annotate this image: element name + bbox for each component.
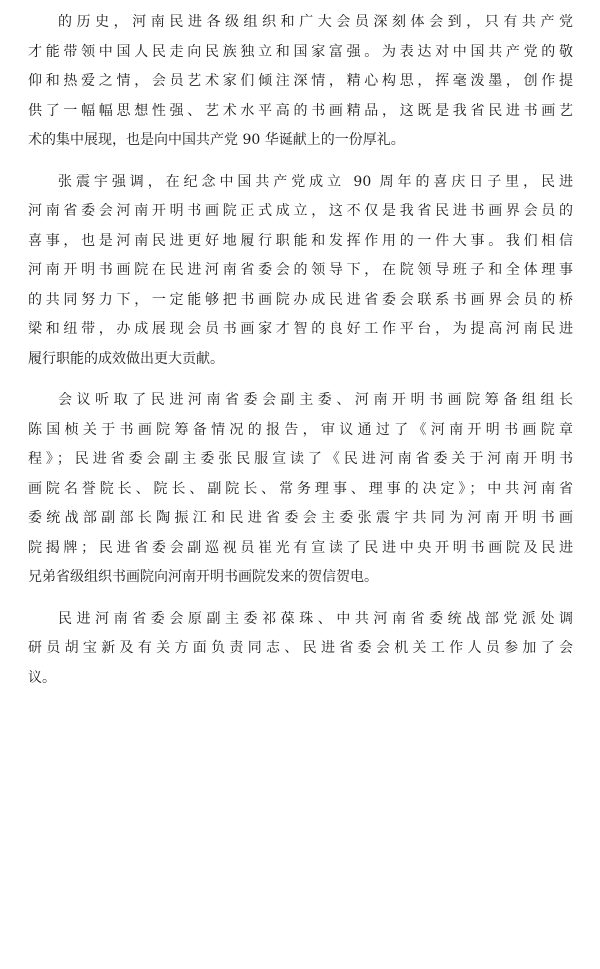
- text-line: 画院名誉院长、院长、副院长、常务理事、理事的决定》；中共河南省: [28, 480, 573, 497]
- article-body: [28, 8, 573, 693]
- paragraph-spacer: [28, 374, 573, 386]
- paragraph-2: [28, 168, 573, 375]
- paragraph-1: [28, 8, 573, 156]
- text-line: 院揭牌；民进省委会副巡视员崔光有宣读了民进中央开明书画院及民进: [28, 539, 573, 556]
- text-line: 的共同努力下，一定能够把书画院办成民进省委会联系书画界会员的桥: [28, 291, 573, 308]
- paragraph-4: [28, 605, 573, 694]
- text-line: 陈国桢关于书画院筹备情况的报告，审议通过了《河南开明书画院章: [28, 421, 573, 438]
- paragraph-3: [28, 386, 573, 593]
- text-line: 的历史，河南民进各级组织和广大会员深刻体会到，只有共产党: [58, 14, 573, 30]
- text-line: 仰和热爱之情，会员艺术家们倾注深情，精心构思，挥毫泼墨，创作提: [28, 73, 573, 89]
- text-line: 程》；民进省委会副主委张民服宣读了《民进河南省委关于河南开明书: [28, 451, 573, 467]
- text-line: 梁和纽带，办成展现会员书画家才智的良好工作平台，为提高河南民进: [28, 321, 573, 337]
- text-line: 会议听取了民进河南省委会副主委、河南开明书画院筹备组组长: [58, 392, 573, 408]
- paragraph-spacer: [28, 593, 573, 605]
- text-line: 张震宇强调，在纪念中国共产党成立 90 周年的喜庆日子里，民进: [58, 173, 573, 190]
- text-line: 才能带领中国人民走向民族独立和国家富强。为表达对中国共产党的敬: [28, 43, 573, 60]
- text-line: 术的集中展现，也是向中国共产党 90 华诞献上的一份厚礼。: [28, 132, 405, 148]
- text-line: 供了一幅幅思想性强、艺术水平高的书画精品，这既是我省民进书画艺: [28, 102, 573, 119]
- text-line: 研员胡宝新及有关方面负责同志、民进省委会机关工作人员参加了会: [28, 640, 573, 656]
- text-line: 议。: [28, 669, 56, 686]
- text-line: 民进河南省委会原副主委祁葆珠、中共河南省委统战部党派处调: [58, 610, 573, 627]
- paragraph-spacer: [28, 156, 573, 168]
- text-line: 河南省委会河南开明书画院正式成立，这不仅是我省民进书画界会员的: [28, 203, 573, 219]
- text-line: 河南开明书画院在民进河南省委会的领导下，在院领导班子和全体理事: [28, 262, 573, 278]
- text-line: 委统战部副部长陶振江和民进省委会主委张震宇共同为河南开明书画: [28, 510, 573, 526]
- text-line: 喜事，也是河南民进更好地履行职能和发挥作用的一件大事。我们相信: [28, 232, 573, 249]
- text-line: 履行职能的成效做出更大贡献。: [28, 350, 224, 367]
- text-line: 兄弟省级组织书画院向河南开明书画院发来的贺信贺电。: [28, 569, 378, 585]
